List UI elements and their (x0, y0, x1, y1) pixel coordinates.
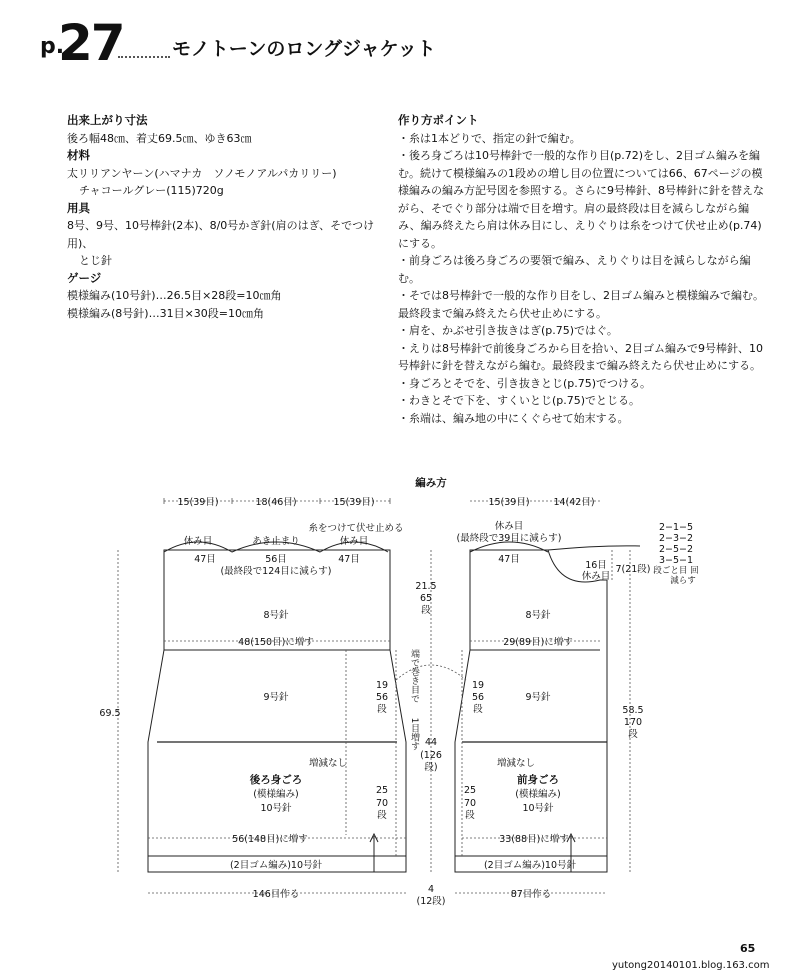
mid-h44: 44 (424, 737, 438, 748)
front-st47: 47目 (498, 554, 520, 565)
specs-column (67, 112, 377, 322)
front-h585: 58.5 (622, 705, 644, 716)
front-neck-rest: 休み目 (581, 571, 611, 582)
mid-inc-note: 1目増す (409, 717, 419, 751)
instruction-point: ・えりは8号棒針で前後身ごろから目を拾い、2目ゴム編みで9号棒針、10号棒針に針を替えながら編む。最終段まで編み終えたら伏せ止めにする。 (398, 341, 763, 372)
dec-foot: 段ごと目 回 (653, 566, 699, 576)
back-increase48: 48(150目)に増す (238, 637, 314, 648)
instruction-point: ・そでは8号棒針で一般的な作り目をし、2目ゴム編みと模様編みで編む。最終段まで編み終えたら伏せ止めにする。 (398, 289, 764, 320)
instruction-point: ・後ろ身ごろは10号棒針で一般的な作り目(p.72)をし、2目ゴム編みを編む。続けて模様編みの1段めの増し目の位置については66、67ページの模様編みの編み方記号図を参照する。さらに9号棒針、8号棒針に針を替えながら、そでぐり部分は端で目を増す。肩の最終段は目を減らしながら編み、編み終えたら肩は休み目にし、えりぐりは糸をつけて伏せ止め(p.74)にする。 (398, 149, 764, 250)
back-st47-right: 47目 (338, 554, 360, 565)
back-needle9: 9号針 (263, 692, 289, 703)
tools-line: とじ針 (79, 254, 112, 267)
instruction-point: ・肩を、かぶせ引き抜きはぎ(p.75)ではぐ。 (398, 324, 618, 337)
knitting-diagram (0, 470, 800, 910)
front-h25: 25 (463, 785, 477, 796)
back-final-row-note: (最終段で124目に減らす) (220, 566, 332, 577)
back-cast-on: 146目作る (252, 889, 300, 900)
front-needle9: 9号針 (525, 692, 551, 703)
back-bindoff-note: 糸をつけて伏せ止める (308, 523, 404, 534)
front-h170-unit: 段 (628, 729, 638, 740)
back-h19: 19 (375, 680, 389, 691)
dec-row: 2−3−2 (658, 533, 694, 544)
page-number: 65 (740, 942, 756, 955)
mid-h12: (12段) (416, 896, 446, 907)
instructions-column (398, 112, 768, 427)
front-needle10: 10号針 (522, 803, 554, 814)
front-final-row-note: (最終段で39目に減らす) (456, 533, 562, 544)
back-h56: 56 (375, 692, 389, 703)
neck-dec-leader (548, 546, 640, 550)
size-heading: 出来上がり寸法 (67, 113, 148, 127)
front-neck-rest: 16目 (585, 560, 607, 571)
back-needle8: 8号針 (263, 610, 289, 621)
back-h70-unit: 段 (377, 810, 387, 821)
mid-h126: (126 (420, 750, 442, 761)
footer-watermark: yutong20140101.blog.163.com (612, 960, 770, 971)
instruction-point: ・前身ごろは後ろ身ごろの要領で編み、えりぐりは目を減らしながら編む。 (398, 254, 751, 285)
instruction-point: ・糸端は、編み地の中にくぐらせて始末する。 (398, 411, 629, 425)
front-h56-unit: 段 (473, 704, 483, 715)
front-needle8: 8号針 (525, 610, 551, 621)
size-text: 後ろ幅48㎝、着丈69.5㎝、ゆき63㎝ (67, 131, 252, 145)
dec-row: 2−1−5 (658, 522, 694, 533)
mid-h21: 21.5 (415, 581, 437, 592)
instructions-heading: 作り方ポイント (398, 113, 479, 127)
back-st47-left: 47目 (194, 554, 216, 565)
front-h70: 70 (463, 798, 477, 809)
instruction-point: ・身ごろとそでを、引き抜きとじ(p.75)でつける。 (398, 376, 652, 390)
back-h70: 70 (375, 798, 389, 809)
materials-line: 太リリアンヤーン(ハマナカ ソノモノアルパカリリー) (67, 166, 337, 180)
back-opening: あき止まり (252, 536, 300, 547)
back-h25: 25 (375, 785, 389, 796)
front-rib: (2目ゴム編み)10号針 (483, 860, 577, 871)
back-outline (148, 550, 406, 872)
gauge-heading: ゲージ (67, 270, 102, 285)
mid-h65: 65 (419, 593, 433, 604)
front-neck-height: 7(21段) (615, 564, 651, 575)
back-name: 後ろ身ごろ (249, 774, 303, 786)
back-top-dim: 15(39目) (333, 497, 375, 508)
front-no-change: 増減なし (496, 758, 536, 769)
page-prefix: p. (40, 34, 65, 59)
mid-h4: 4 (427, 884, 435, 895)
diagram-title: 編み方 (415, 477, 447, 489)
front-h70-unit: 段 (465, 810, 475, 821)
front-cast-on: 87目作る (510, 889, 552, 900)
front-increase29: 29(89目)に増す (503, 637, 573, 648)
back-pattern: (模様編み) (253, 789, 299, 800)
back-rest-left: 休み目 (183, 536, 213, 547)
materials-line: チャコールグレー(115)720g (79, 184, 224, 197)
title-leader-dots (118, 56, 170, 58)
front-top-dim: 14(42目) (553, 497, 595, 508)
gauge-line: 模様編み(10号針)…26.5目×28段=10㎝角 (67, 289, 282, 302)
front-top-dim: 15(39目) (488, 497, 530, 508)
mid-inc-note: 端で巻き目で (409, 649, 419, 703)
front-increase33: 33(88目)に増す (499, 834, 569, 845)
gauge-line: 模様編み(8号針)…31目×30段=10㎝角 (67, 306, 265, 320)
dec-row: 2−5−2 (658, 544, 694, 555)
dec-foot: 減らす (670, 576, 696, 586)
front-h170: 170 (623, 717, 643, 728)
mid-h65-unit: 段 (421, 605, 431, 616)
front-rest: 休み目 (494, 521, 524, 532)
materials-heading: 材料 (67, 148, 90, 162)
tools-line: 8号、9号、10号棒針(2本)、8/0号かぎ針(肩のはぎ、そでつけ用)、 (67, 219, 375, 250)
tools-heading: 用具 (67, 200, 90, 215)
pattern-number: 27 (58, 14, 124, 72)
instruction-point: ・わきとそで下を、すくいとじ(p.75)でとじる。 (398, 394, 641, 407)
instruction-point: ・糸は1本どりで、指定の針で編む。 (398, 131, 581, 145)
back-h56-unit: 段 (377, 704, 387, 715)
back-top-dim: 18(46目) (255, 497, 297, 508)
page-title: モノトーンのロングジャケット (172, 38, 436, 60)
back-height: 69.5 (99, 708, 121, 719)
front-name: 前身ごろ (517, 774, 559, 786)
back-rib: (2目ゴム編み)10号針 (229, 860, 323, 871)
mid-h126-unit: 段) (424, 762, 438, 773)
dec-row: 3−5−1 (658, 555, 694, 566)
back-top-dim: 15(39目) (177, 497, 219, 508)
back-st56: 56目 (265, 554, 287, 565)
front-h56: 56 (471, 692, 485, 703)
front-h19: 19 (471, 680, 485, 691)
back-increase56: 56(148目)に増す (232, 834, 308, 845)
front-pattern: (模様編み) (515, 789, 561, 800)
back-needle10: 10号針 (260, 803, 292, 814)
back-no-change: 増減なし (308, 758, 348, 769)
back-rest-right: 休み目 (339, 536, 369, 547)
